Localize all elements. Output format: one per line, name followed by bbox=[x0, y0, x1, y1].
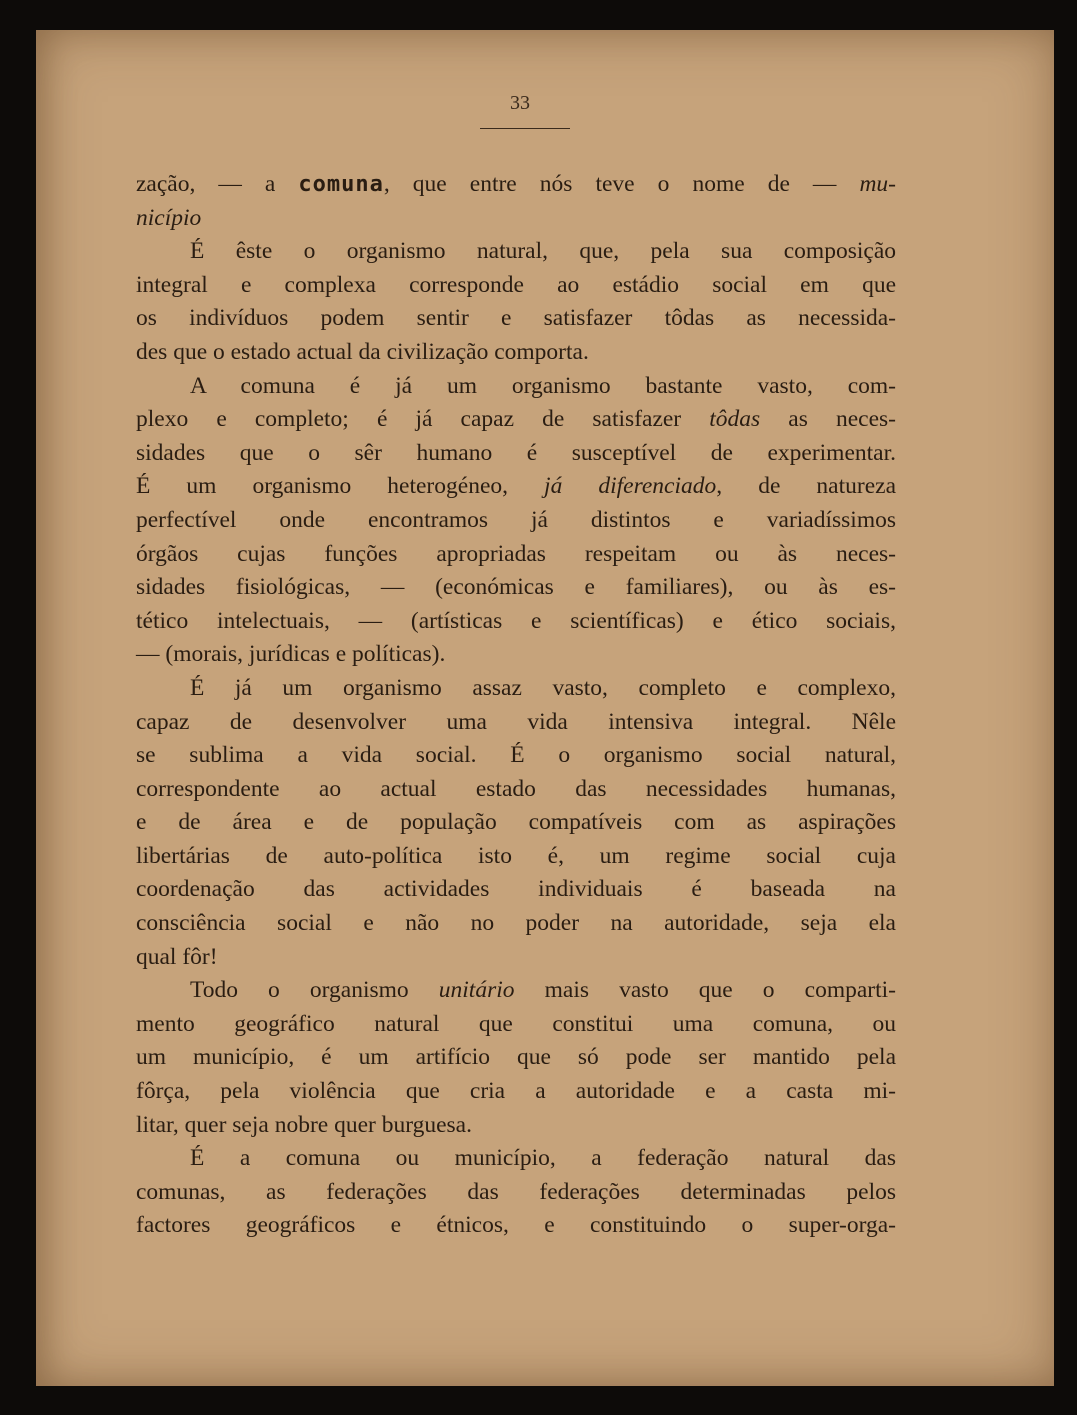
text-line bbox=[136, 168, 896, 202]
text-line bbox=[136, 1041, 896, 1075]
text-run: factores geográficos e étnicos, e constituindo o super-orga- bbox=[136, 1212, 896, 1239]
italic-text: tôdas bbox=[709, 406, 761, 433]
text-run: integral e complexa corresponde ao estádio social em que bbox=[136, 271, 896, 298]
italic-text: mu- bbox=[859, 171, 896, 197]
text-line bbox=[136, 840, 896, 874]
text-line bbox=[136, 706, 896, 740]
text-line bbox=[136, 1209, 896, 1243]
text-line bbox=[136, 1109, 896, 1143]
text-line bbox=[136, 1176, 896, 1210]
text-run: É a comuna ou município, a federação natural das bbox=[190, 1145, 896, 1172]
text-run: libertárias de auto-política isto é, um regime social cuja bbox=[136, 842, 896, 869]
text-run: litar, quer seja nobre quer burguesa. bbox=[136, 1111, 472, 1138]
bold-text: comuna bbox=[298, 172, 384, 197]
text-run: sidades que o sêr humano é susceptível de experimentar. bbox=[136, 439, 896, 466]
italic-text: já diferenciado bbox=[544, 473, 717, 500]
text-line bbox=[136, 235, 896, 269]
text-line bbox=[136, 638, 896, 672]
text-line bbox=[136, 437, 896, 471]
text-line bbox=[136, 974, 896, 1008]
text-run: os indivíduos podem sentir e satisfazer tôdas as necessida- bbox=[136, 305, 896, 332]
text-run: se sublima a vida social. É o organismo social natural, bbox=[136, 742, 896, 769]
page-number: 33 bbox=[510, 92, 530, 114]
text-run: É um organismo heterogéneo, bbox=[136, 473, 545, 500]
text-run: zação, — a bbox=[136, 171, 299, 197]
text-line bbox=[136, 907, 896, 941]
text-line bbox=[136, 773, 896, 807]
text-line bbox=[136, 571, 896, 605]
text-run: plexo e completo; é já capaz de satisfazer bbox=[136, 406, 710, 433]
text-line bbox=[136, 504, 896, 538]
body-text bbox=[136, 168, 896, 1243]
text-run: qual fôr! bbox=[136, 943, 218, 970]
text-run: capaz de desenvolver uma vida intensiva integral. Nêle bbox=[136, 708, 896, 735]
page-number-rule bbox=[480, 128, 570, 129]
text-run: , que entre nós teve o nome de — bbox=[383, 171, 860, 197]
text-run: Todo o organismo bbox=[190, 977, 439, 1004]
text-run: órgãos cujas funções apropriadas respeitam ou às neces- bbox=[136, 540, 896, 567]
text-line bbox=[136, 873, 896, 907]
text-line bbox=[136, 941, 896, 975]
text-line bbox=[136, 1008, 896, 1042]
text-run: des que o estado actual da civilização comporta. bbox=[136, 338, 589, 365]
text-line bbox=[136, 605, 896, 639]
text-line bbox=[136, 403, 896, 437]
text-run: coordenação das actividades individuais é baseada na bbox=[136, 876, 896, 903]
text-run: consciência social e não no poder na autoridade, seja ela bbox=[136, 910, 896, 937]
text-line bbox=[136, 302, 896, 336]
italic-text: unitário bbox=[438, 977, 515, 1004]
italic-text: nicípio bbox=[136, 204, 202, 231]
text-line bbox=[136, 672, 896, 706]
text-run: comunas, as federações das federações determinadas pelos bbox=[136, 1178, 896, 1205]
text-run: tético intelectuais, — (artísticas e scientíficas) e ético sociais, bbox=[136, 607, 896, 634]
text-line bbox=[136, 1142, 896, 1176]
text-line bbox=[136, 470, 896, 504]
text-line bbox=[136, 806, 896, 840]
text-run: sidades fisiológicas, — (económicas e familiares), ou às es- bbox=[136, 574, 896, 601]
text-run: É êste o organismo natural, que, pela sua composição bbox=[190, 238, 896, 265]
text-line bbox=[136, 538, 896, 572]
text-run: as neces- bbox=[760, 406, 896, 433]
text-line bbox=[136, 202, 896, 236]
text-run: — (morais, jurídicas e políticas). bbox=[136, 641, 446, 668]
text-line bbox=[136, 269, 896, 303]
text-line bbox=[136, 739, 896, 773]
text-run: perfectível onde encontramos já distintos e variadíssimos bbox=[136, 506, 896, 533]
text-run: A comuna é já um organismo bastante vasto, com- bbox=[190, 372, 896, 399]
text-run: correspondente ao actual estado das necessidades humanas, bbox=[136, 775, 896, 802]
text-line bbox=[136, 370, 896, 404]
text-run: e de área e de população compatíveis com as aspirações bbox=[136, 809, 896, 836]
text-run: mento geográfico natural que constitui uma comuna, ou bbox=[136, 1010, 896, 1037]
text-line bbox=[136, 1075, 896, 1109]
text-line bbox=[136, 336, 896, 370]
text-run: , de natureza bbox=[716, 473, 896, 500]
text-run: É já um organismo assaz vasto, completo e complexo, bbox=[190, 674, 896, 701]
text-run: um município, é um artifício que só pode ser mantido pela bbox=[136, 1044, 896, 1071]
text-run: fôrça, pela violência que cria a autoridade e a casta mi- bbox=[136, 1078, 896, 1105]
text-run: mais vasto que o comparti- bbox=[514, 977, 896, 1004]
